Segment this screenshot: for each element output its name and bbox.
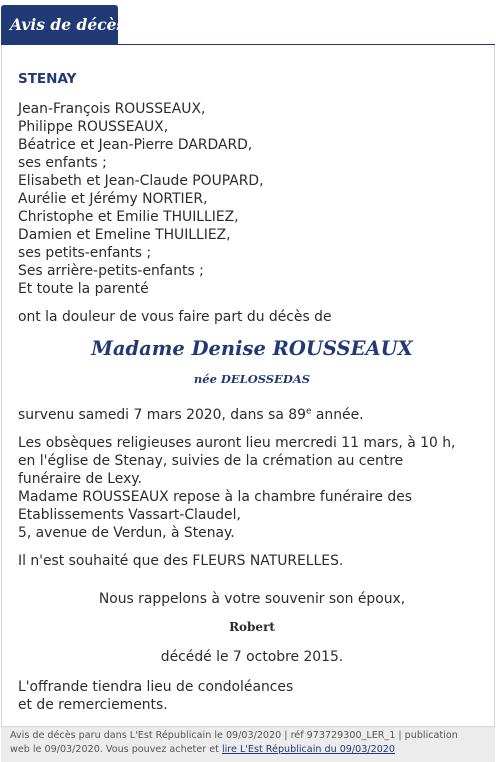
family-list — [18, 100, 486, 298]
flowers-note: Il n'est souhaité que des FLEURS NATURELLES. — [18, 553, 344, 569]
deceased-name: Madame Denise ROUSSEAUX — [91, 337, 413, 360]
family-line: Philippe ROUSSEAUX, — [18, 119, 169, 135]
death-text-superscript: e — [305, 406, 312, 417]
family-line: Jean-François ROUSSEAUX, — [18, 101, 206, 117]
family-line: Damien et Emeline THUILLIEZ, — [18, 227, 231, 243]
town-name: STENAY — [18, 71, 77, 87]
funeral-details — [18, 434, 486, 542]
family-line: Elisabeth et Jean-Claude POUPARD, — [18, 173, 264, 189]
announcement-text: ont la douleur de vous faire part du décès de — [18, 309, 332, 325]
remember-text: Nous rappelons à votre souvenir son époux, — [98, 591, 406, 607]
family-line: Ses arrière-petits-enfants ; — [18, 263, 204, 279]
footer-line-1: Avis de décès paru dans L'Est Républicain le 09/03/2020 | réf 973729300_LER_1 | publication — [10, 730, 458, 741]
maiden-name: née DELOSSEDAS — [193, 372, 311, 386]
family-line: ses enfants ; — [18, 155, 107, 171]
death-text: survenu samedi 7 mars 2020, dans sa 89 — [18, 407, 306, 423]
funeral-line: Les obsèques religieuses auront lieu mercredi 11 mars, à 10 h, — [18, 435, 456, 451]
family-line: Et toute la parenté — [18, 281, 149, 297]
family-line: Aurélie et Jérémy NORTIER, — [18, 191, 208, 207]
avis-de-deces-tab[interactable]: Avis de décès — [1, 5, 118, 45]
notice-content — [18, 70, 486, 714]
publication-footer — [1, 726, 495, 762]
funeral-line: en l'église de Stenay, suivies de la crémation au centre — [18, 453, 404, 469]
funeral-line: Etablissements Vassart-Claudel, — [18, 507, 241, 523]
funeral-line: funéraire de Lexy. — [18, 471, 142, 487]
family-line: Christophe et Emilie THUILLIEZ, — [18, 209, 239, 225]
footer-line-2 — [10, 743, 486, 757]
read-newspaper-link[interactable]: lire L'Est Républicain du 09/03/2020 — [221, 744, 395, 755]
funeral-line: 5, avenue de Verdun, à Stenay. — [18, 525, 235, 541]
footer-text: web le 09/03/2020. Vous pouvez acheter et — [10, 744, 222, 755]
family-line: ses petits-enfants ; — [18, 245, 152, 261]
offering-line: et de remerciements. — [18, 697, 168, 713]
family-line: Béatrice et Jean-Pierre DARDARD, — [18, 137, 253, 153]
offering-text — [18, 678, 486, 714]
offering-line: L'offrande tiendra lieu de condoléances — [18, 679, 294, 695]
death-text-end: année. — [311, 407, 364, 423]
spouse-death-text: décédé le 7 octobre 2015. — [160, 649, 344, 665]
spouse-name: Robert — [229, 620, 275, 634]
funeral-line: Madame ROUSSEAUX repose à la chambre funéraire des — [18, 489, 413, 505]
death-date-text — [18, 406, 486, 424]
